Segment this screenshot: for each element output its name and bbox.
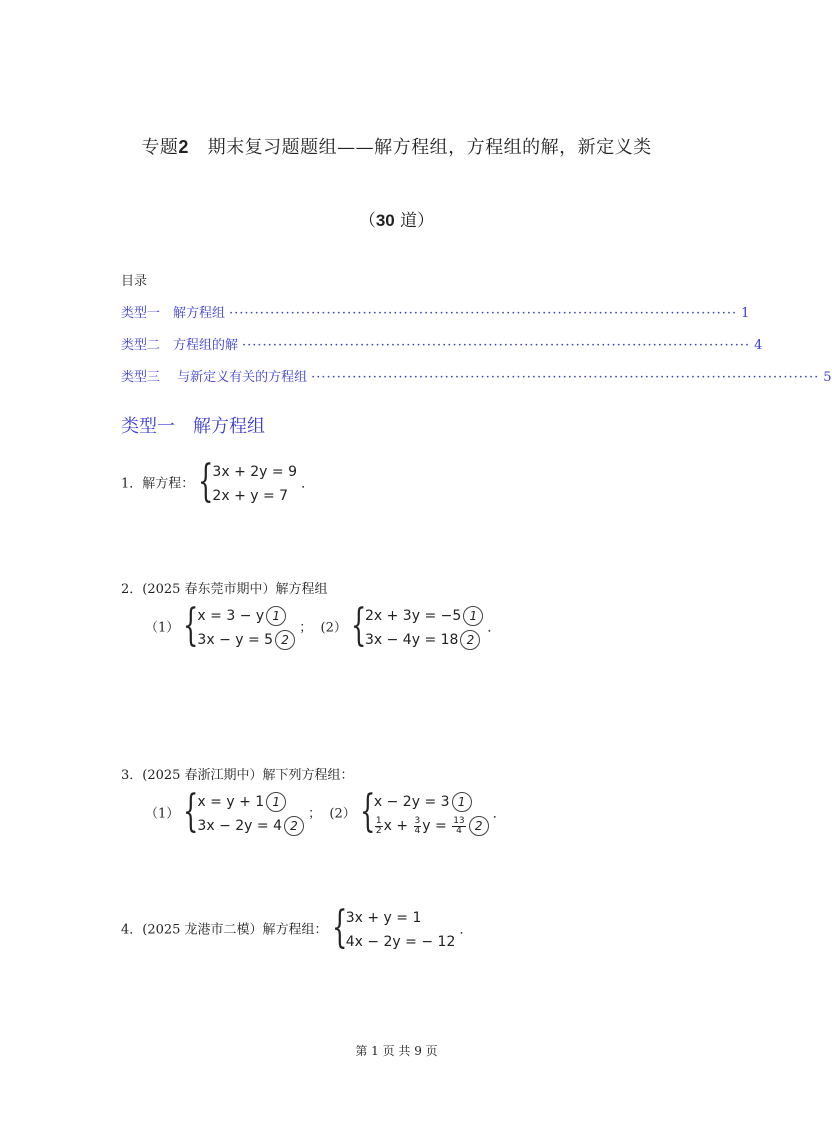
question-3-stem: 3．(2025 春浙江期中）解下列方程组： (121, 768, 354, 783)
toc-leader: ··································································································· (229, 306, 738, 321)
circled-number-2: 2 (460, 630, 480, 650)
equation-system: { x = y + 1 1 3x − 2y = 4 2 (183, 790, 304, 838)
circled-number-2: 2 (284, 816, 304, 836)
question-3-parts: （1） { x = y + 1 1 3x − 2y = 4 2 ； (2） { x − 2y = 3 1 $\frac{1}{2}$ x + $\frac{3}{4}$ y = $\frac{13}{4}$ 2 ． (145, 786, 506, 837)
equation-system: { 3x + 2y = 9 2x + y = 7 (198, 456, 297, 507)
toc-leader: ··································································································· (311, 370, 820, 385)
equation-system: { 3x + y = 1 4x − 2y = − 12 (331, 902, 456, 953)
brace-icon: { (198, 456, 214, 507)
circled-number-2: 2 (469, 816, 489, 836)
equation-system: { x = 3 − y 1 3x − y = 5 2 (183, 604, 295, 652)
section-heading-type1: 类型一 解方程组 (121, 416, 265, 437)
document-subtitle: （30 道） (358, 211, 435, 231)
fraction: $\frac{1}{2}$ (375, 815, 382, 836)
question-1: 1．解方程： { 3x + 2y = 9 2x + y = 7 ． (121, 456, 315, 507)
circled-number-1: 1 (266, 606, 286, 626)
toc-item-type3[interactable]: 类型三 与新定义有关的方程组 ··································································································· 5 (121, 370, 832, 385)
brace-icon: { (183, 786, 199, 837)
toc-label: 目录 (121, 274, 148, 289)
fraction: $\frac{3}{4}$ (414, 815, 421, 836)
brace-icon: { (331, 902, 348, 953)
toc-item-type1[interactable]: 类型一 解方程组 ··································································································· 1 (121, 306, 750, 321)
question-2-stem: 2．(2025 春东莞市期中）解方程组 (121, 582, 328, 597)
equation-system: { 2x + 3y = −5 1 3x − 4y = 18 2 (351, 604, 483, 652)
circled-number-2: 2 (275, 630, 295, 650)
toc-item-type2[interactable]: 类型二 方程组的解 ··································································································· 4 (121, 338, 763, 353)
circled-number-1: 1 (266, 792, 286, 812)
question-2-parts: （1） { x = 3 − y 1 3x − y = 5 2 ； (2） { 2x + 3y = −5 1 3x − 4y = 18 2 ． (145, 600, 501, 651)
brace-icon: { (183, 600, 199, 651)
document-title: 专题2 期末复习题题组——解方程组，方程组的解，新定义类 (141, 137, 652, 158)
toc-leader: ··································································································· (242, 338, 751, 353)
fraction: $\frac{13}{4}$ (453, 815, 465, 836)
circled-number-1: 1 (463, 606, 483, 626)
circled-number-1: 1 (452, 792, 472, 812)
page-footer: 第 1 页 共 9 页 (355, 1044, 438, 1058)
brace-icon: { (359, 786, 376, 837)
equation-system: { x − 2y = 3 1 $\frac{1}{2}$ x + $\frac{3}{4}$ y = $\frac{13}{4}$ 2 (360, 790, 489, 838)
brace-icon: { (350, 600, 367, 651)
question-4: 4．(2025 龙港市二模）解方程组： { 3x + y = 1 4x − 2y = − 12 ． (121, 902, 473, 953)
